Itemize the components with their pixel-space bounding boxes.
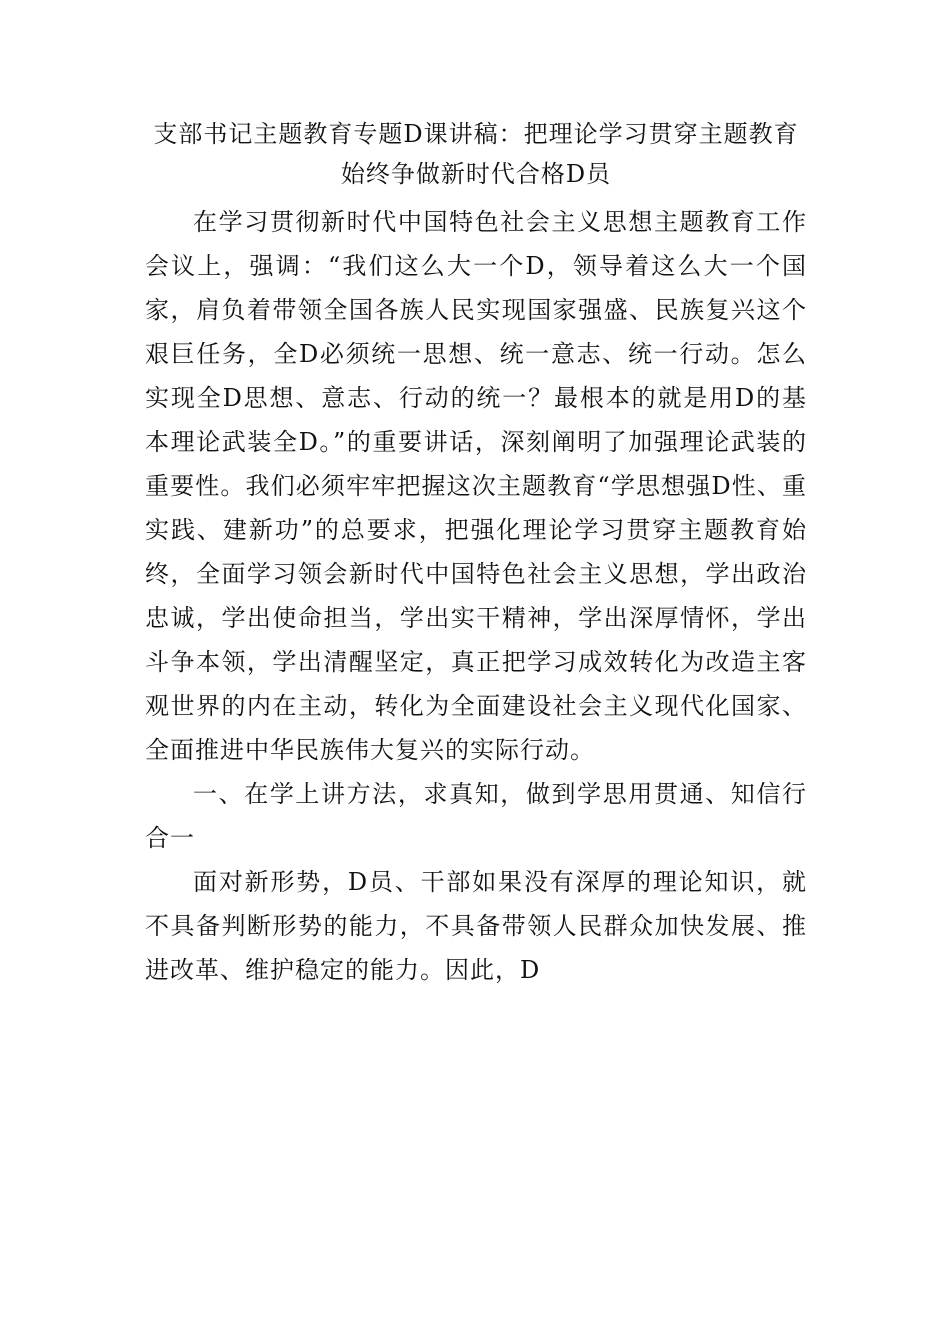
title-line-2: 始终争做新时代合格D员 [340, 160, 612, 188]
title-line-1: 支部书记主题教育专题D课讲稿：把理论学习贯穿主题教育 [153, 120, 799, 148]
document-body [145, 114, 807, 992]
document-title [145, 114, 807, 194]
paragraph-intro: 在学习贯彻新时代中国特色社会主义思想主题教育工作会议上，强调：“我们这么大一个D，领导着这么大一个国家，肩负着带领全国各族人民实现国家强盛、民族复兴这个艰巨任务，全D必须统一思想、统一意志、统一行动。怎么实现全D思想、意志、行动的统一？最根本的就是用D的基本理论武装全D。”的重要讲话，深刻阐明了加强理论武装的重要性。我们必须牢牢把握这次主题教育“学思想强D性、重实践、建新功”的总要求，把强化理论学习贯穿主题教育始终，全面学习领会新时代中国特色社会主义思想，学出政治忠诚，学出使命担当，学出实干精神，学出深厚情怀，学出斗争本领，学出清醒坚定，真正把学习成效转化为改造主客观世界的内在主动，转化为全面建设社会主义现代化国家、全面推进中华民族伟大复兴的实际行动。 [145, 208, 807, 764]
section-heading-1: 一、在学上讲方法，求真知，做到学思用贯通、知信行合一 [145, 780, 807, 852]
paragraph-section-1: 面对新形势，D员、干部如果没有深厚的理论知识，就不具备判断形势的能力，不具备带领人民群众加快发展、推进改革、维护稳定的能力。因此，D [145, 868, 807, 984]
